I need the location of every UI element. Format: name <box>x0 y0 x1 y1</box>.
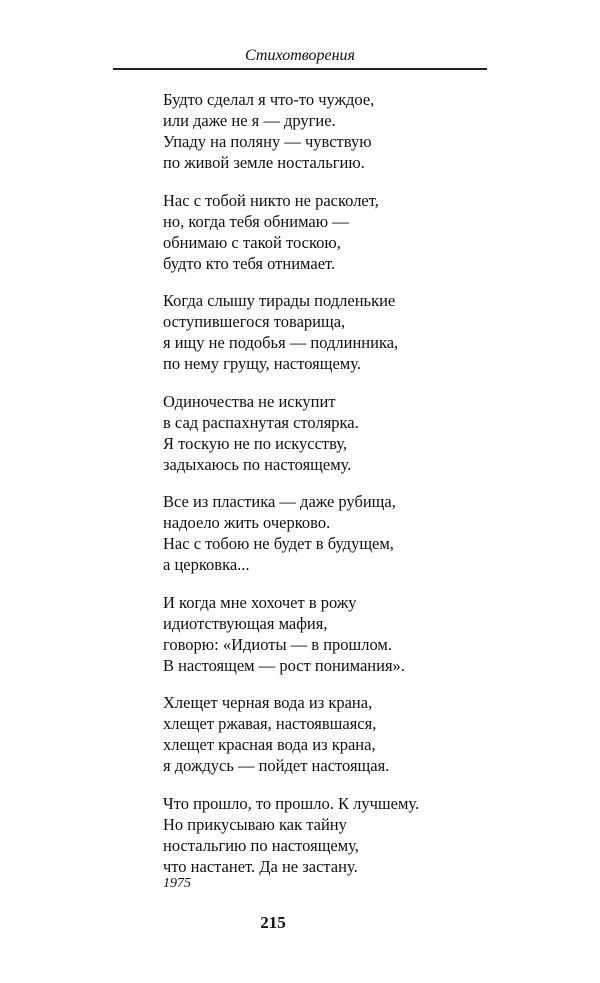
poem-line: говорю: «Идиоты — в прошлом. <box>163 634 392 654</box>
poem-line: Нас с тобой никто не расколет, <box>163 190 379 210</box>
poem-line: надоело жить очерково. <box>163 513 331 532</box>
poem-line: в сад распахнутая столярка. <box>163 412 359 432</box>
poem-line: хлещет ржавая, настоявшаяся, <box>163 714 377 733</box>
poem-line: я ищу не подобья — подлинника, <box>163 333 399 352</box>
poem-line: или даже не я — другие. <box>163 111 336 130</box>
poem-line: И когда мне хохочет в рожу <box>163 592 357 612</box>
poem-line: идиотствующая мафия, <box>163 613 328 633</box>
poem-line: но, когда тебя обнимаю — <box>163 211 349 231</box>
poem-line: Нас с тобою не будет в будущем, <box>163 534 394 553</box>
poem-line: Но прикусываю как тайну <box>163 814 347 834</box>
poem-line: ностальгию по настоящему, <box>163 835 359 855</box>
poem-line: хлещет красная вода из крана, <box>163 735 376 754</box>
poem-line: обнимаю с такой тоскою, <box>163 232 341 252</box>
poem-line: я дождусь — пойдет настоящая. <box>163 756 390 775</box>
poem-line: задыхаюсь по настоящему. <box>163 454 352 474</box>
poem-line: по живой земле ностальгию. <box>163 153 365 172</box>
poem-line: Упаду на поляну — чувствую <box>163 132 372 151</box>
poem-line: что настанет. Да не застану. <box>163 856 358 876</box>
poem-line: В настоящем — рост понимания». <box>163 655 405 675</box>
stanza <box>163 491 419 575</box>
poem-line: Когда слышу тирады подленькие <box>163 291 396 310</box>
stanza <box>163 793 419 877</box>
page-number: 215 <box>260 913 286 932</box>
poem-line: Что прошло, то прошло. К лучшему. <box>163 793 420 813</box>
stanza <box>163 89 419 173</box>
stanza <box>163 692 419 776</box>
stanza <box>163 592 419 676</box>
poem-line: по нему грущу, настоящему. <box>163 354 361 373</box>
poem-line: Все из пластика — даже рубища, <box>163 492 396 511</box>
poem-line: оступившегося товарища, <box>163 312 346 331</box>
running-header: Стихотворения <box>245 47 355 64</box>
stanza <box>163 391 419 475</box>
poem-line: будто кто тебя отнимает. <box>163 253 336 273</box>
poem-line: а церковка... <box>163 555 250 574</box>
poem <box>163 89 419 893</box>
poem-year: 1975 <box>163 876 191 891</box>
poem-line: Будто сделал я что-то чуждое, <box>163 90 375 109</box>
stanza <box>163 290 419 374</box>
stanza <box>163 190 419 274</box>
poem-line: Я тоскую не по искусству, <box>163 433 348 453</box>
header-rule <box>113 68 487 70</box>
poem-line: Хлещет черная вода из крана, <box>163 693 373 712</box>
poem-line: Одиночества не искупит <box>163 391 336 411</box>
